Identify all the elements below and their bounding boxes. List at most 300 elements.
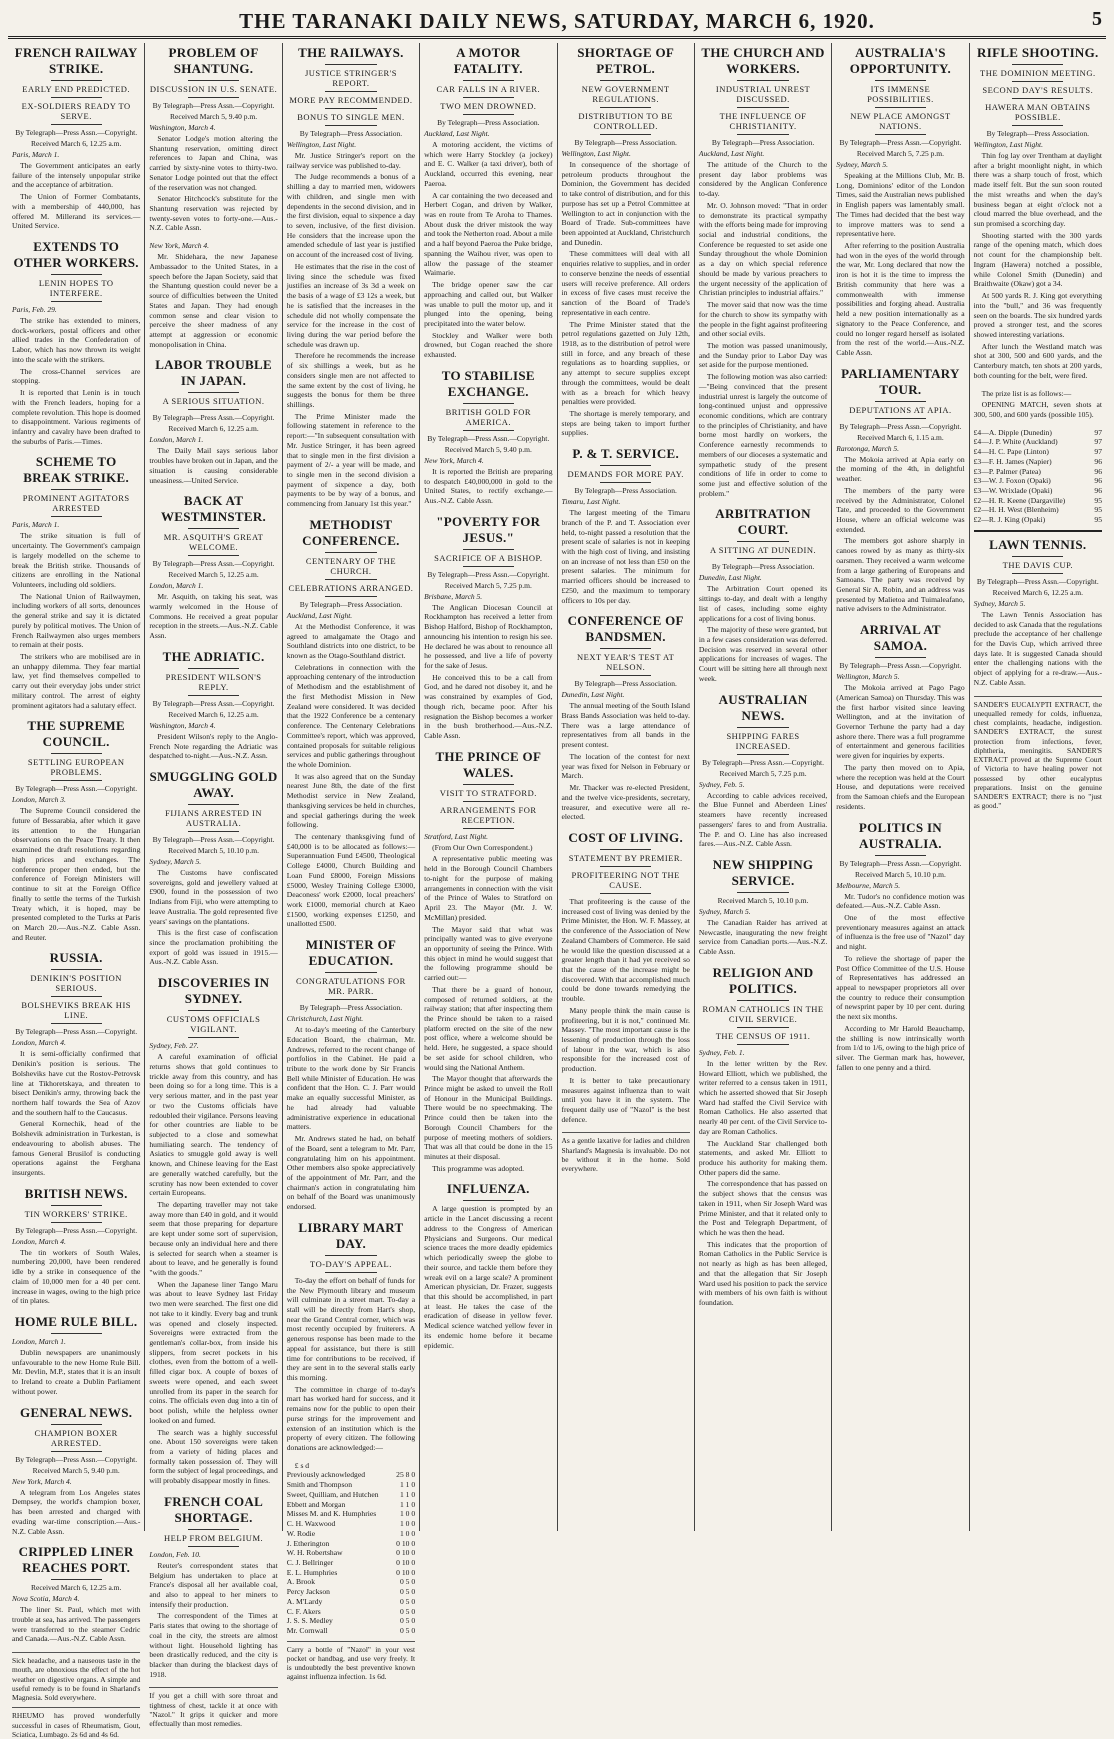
subheading: THE DOMINION MEETING. xyxy=(980,68,1096,78)
article-body xyxy=(699,584,827,683)
subheading: BOLSHEVIKS BREAK HIS LINE. xyxy=(21,1000,132,1021)
paragraph: The annual meeting of the South Island Brass Bands Association was held to-day. There was a large attendance of representatives from all bands in the present contest. xyxy=(561,701,690,750)
donation-amount: 1 0 0 xyxy=(399,1528,416,1538)
donation-header: £ s d xyxy=(294,1460,310,1470)
donation-amount: 0 5 0 xyxy=(399,1596,416,1606)
competitor: £4—A. Dipple (Dunedin) xyxy=(973,427,1052,437)
column xyxy=(8,43,145,1739)
article-body xyxy=(287,1276,415,1453)
donor-name: Mr. Cornwall xyxy=(286,1625,328,1635)
credit-line: By Telegraph—Press Association. xyxy=(574,486,677,496)
credit-line: By Telegraph—Press Assn.—Copyright. xyxy=(839,138,962,147)
subheading: PROMINENT AGITATORS ARRESTED xyxy=(22,493,130,514)
subheading: DISCUSSION IN U.S. SENATE. xyxy=(149,84,278,94)
article-body xyxy=(836,683,964,811)
received-line: Received March 5, 10.10 p.m. xyxy=(717,895,809,905)
credit-line: By Telegraph—Press Assn.—Copyright. xyxy=(427,569,550,579)
article-body xyxy=(12,1348,140,1397)
article xyxy=(12,239,140,446)
rule xyxy=(325,972,376,973)
article-body xyxy=(562,897,690,1125)
article-body xyxy=(12,806,140,942)
article-body xyxy=(287,1025,415,1212)
subheading: BRITISH GOLD FOR AMERICA. xyxy=(445,406,532,427)
paragraph: The mover said that now was the time for the church to show its sympathy with the people in the fight against profiteering and other social evils. xyxy=(698,300,828,339)
paragraph: The Customs have confiscated sovereigns, gold and jewellery valued at £900, found in the possession of two Indians from Fiji, who were attempting to leave Australia. The gold represented five years' savings on the plantations. xyxy=(149,868,278,926)
rule xyxy=(463,801,514,802)
advertisement: Sick headache, and a nauseous taste in the mouth, are obnoxious the effect of the hot weather on digestive organs. A simple and useful remedy is to be found in Sharland's Magnesia. Sold everywhere. xyxy=(12,1652,140,1702)
rule xyxy=(325,552,376,553)
article xyxy=(562,446,690,605)
headline: ARRIVAL AT SAMOA. xyxy=(859,622,941,654)
rule xyxy=(51,753,102,754)
subheading: THE DAVIS CUP. xyxy=(1002,559,1073,570)
donor-name: Misses M. and K. Humphries xyxy=(286,1509,377,1519)
competitor: £2—H. R. Keene (Dargaville) xyxy=(973,495,1066,505)
subheading: DENIKIN'S POSITION SERIOUS. xyxy=(30,973,122,994)
paragraph: It was also agreed that on the Sunday nearest June 8th, the date of the first Methodist service in New Zealand, thanksgiving services be held in churches, and special gatherings during the week following. xyxy=(286,771,416,830)
score: 95 xyxy=(1094,515,1102,525)
subheading: TWO MEN DROWNED. xyxy=(440,101,537,111)
rule xyxy=(875,107,926,108)
donation-list xyxy=(287,1461,415,1636)
paragraph: The Union of Former Combatants, with a membership of 440,000, has offered M. Millerand its services.—United Service. xyxy=(12,192,141,231)
paragraph: A careful examination of official returns shows that gold continues to trickle away from this country, and has been doing so for a long time. This is a very serious matter, and in the past year or two the Customs officials have redoubled their vigilance. Persons leaving for other countries are liable to be subjected to a close and somewhat humiliating search. The tendency of Asiatics to smuggle gold away is well known, and Chinese leaving for the East are generally watched carefully, but the scrutiny has now been extended to cover certain Europeans. xyxy=(149,1052,278,1198)
credit-line: By Telegraph—Press Assn.—Copyright. xyxy=(15,1454,138,1464)
subheading: SACRIFICE OF A BISHOP. xyxy=(434,552,543,563)
article xyxy=(12,718,140,942)
credit-line: By Telegraph—Press Assn.—Copyright. xyxy=(702,757,824,767)
article-body xyxy=(424,843,552,1174)
donation-amount: 0 10 0 xyxy=(396,1548,416,1558)
subheading: CUSTOMS OFFICIALS VIGILANT. xyxy=(166,1014,261,1035)
paragraph: These committees will deal with all enquiries relative to supplies, and in order to conserve benzine the needs of essential users will receive preference. All orders in excess of five cases must receive the sanction of the Board of Trade's representative in each centre. xyxy=(561,249,690,317)
paragraph: General Kornechik, head of the Bolshevik administration in Turkestan, is endeavouring to abolish abuses. The famous General Brusilof is conducting operations against the Ferghana insurgents. xyxy=(12,1119,141,1177)
rule xyxy=(875,401,926,402)
received-line: Received March 6, 12.25 a.m. xyxy=(992,587,1083,597)
donation-row xyxy=(287,1539,415,1549)
dateline: New York, March 4. xyxy=(12,1476,72,1486)
headline: METHODIST CONFERENCE. xyxy=(302,516,400,548)
subheading: MR. ASQUITH'S GREAT WELCOME. xyxy=(163,532,264,553)
score: 96 xyxy=(1094,476,1102,486)
rule xyxy=(600,866,651,867)
donor-name: Sweet, Quilliam, and Hutchen xyxy=(286,1489,379,1499)
score-row xyxy=(974,437,1102,447)
rule xyxy=(51,1333,102,1334)
paragraph: The members of the party were received by the Administrator, Colonel Tate, and proceeded to the Government House, where an official welcome was extended. xyxy=(836,485,965,534)
credit-line: By Telegraph—Press Assn.—Copyright. xyxy=(839,661,962,671)
rule xyxy=(51,969,102,970)
paragraph: Mr. Andrews stated he had, on behalf of the Board, sent a telegram to Mr. Parr, congratulating him on his appointment. Other members also spoke appreciatively of the appointment of Mr. Parr, and the chairman's action in congratulating him on behalf of the Board was unanimously endorsed. xyxy=(286,1134,416,1212)
rule xyxy=(737,558,788,559)
received-line: Received March 5, 10.10 p.m. xyxy=(855,869,946,879)
article xyxy=(836,820,964,1073)
subheading: HELP FROM BELGIUM. xyxy=(164,1532,264,1543)
paragraph: Dublin newspapers are unanimously unfavourable to the new Home Rule Bill. Mr. Devlin, M.P., states that it is an insult to Ireland to create a Dublin Parliament without power. xyxy=(12,1348,141,1396)
rule xyxy=(188,80,239,81)
paragraph: The committee in charge of to-day's mart has worked hard for success, and it remains now for the public to open their purse strings for the improvement and extension of an institution which is the property of every citizen. The following donations are acknowledged:— xyxy=(286,1384,416,1453)
article-body xyxy=(974,151,1102,381)
rule xyxy=(51,80,102,81)
advertisement: Carry a bottle of "Nazol" in your vest pocket or handbag, and use very freely. It is undoubtedly the best preventive known against influenza infection. 1s 6d. xyxy=(287,1641,415,1682)
article-body xyxy=(699,791,827,849)
paragraph: The Daily Mail says serious labor troubles have broken out in Japan, and the situation is causing considerable uneasiness.—United Service. xyxy=(149,446,278,485)
paragraph: This indicates that the proportion of Roman Catholics in the Public Service is not nearly as high as has been alleged, and that the allegation that Sir Joseph Ward used his position to pack the service with members of his own faith is without foundation. xyxy=(698,1239,828,1308)
article xyxy=(287,517,415,929)
subheading: JUSTICE STRINGER'S REPORT. xyxy=(304,68,397,88)
paragraph: A car containing the two deceased and Herbert Cogan, and driven by Walker, was en route from Te Aroha to Thames. About dusk the driver mistook the way and took the Netherton road. About a mile and a half beyond Paeroa the Puke bridge, spanning the Waihou river, was open to allow the passage of the steamer Waimarie. xyxy=(424,190,553,278)
article xyxy=(424,45,552,360)
subheading: CHAMPION BOXER ARRESTED. xyxy=(34,1427,118,1448)
rule xyxy=(51,1424,102,1425)
subheading: DEMANDS FOR MORE PAY. xyxy=(567,469,684,480)
paragraph: The shortage is merely temporary, and steps are being taken to import further supplies. xyxy=(561,408,690,438)
donation-amount: 0 5 0 xyxy=(399,1606,416,1616)
dateline: Paris, March 1. xyxy=(12,520,60,530)
headline: EXTENDS TO OTHER WORKERS. xyxy=(13,239,139,271)
dateline: London, March 1. xyxy=(149,581,204,591)
article-body xyxy=(12,1049,140,1177)
paragraph: A telegram from Los Angeles states Dempsey, the world's champion boxer, has been arrested and charged with evading war-time conscription.—Aus.-N.Z. Cable Assn. xyxy=(12,1487,141,1536)
advertisement: RHEUMO has proved wonderfully successful in cases of Rheumatism, Gout, Sciatica, Lumbago. 2s 6d and 4s 6d. xyxy=(12,1707,140,1739)
received-line: Received March 6, 12.25 a.m. xyxy=(30,1583,122,1593)
subheading: LENIN HOPES TO INTERFERE. xyxy=(38,278,114,299)
article xyxy=(287,45,415,509)
rule xyxy=(875,80,926,81)
dateline: London, March 1. xyxy=(12,1337,66,1347)
rule xyxy=(188,409,239,410)
donor-name: Previously acknowledged xyxy=(286,1470,365,1480)
score-row xyxy=(974,447,1102,457)
paragraph: This programme was adopted. xyxy=(432,1163,525,1173)
paragraph: The Prime Minister made the following statement in reference to the report:—"In subsequent consultation with Mr. Justice Stringer, it has been agreed that to single men in the first division a payment of 2/- a year will be made, and to single men in the second division a payment of sixpence a day, both payments to be by way of a bonus, and commencing from January 1st this year." xyxy=(286,411,416,509)
subheading: SHIPPING FARES INCREASED. xyxy=(726,730,800,751)
rule xyxy=(51,97,102,98)
paragraph: The Arbitration Court opened its sittings to-day, and dealt with a lengthy list of cases, including some eighty applications for a cost of living bonus. xyxy=(698,584,828,623)
rule xyxy=(737,541,788,542)
paragraph: Mr. Shidehara, the new Japanese Ambassador to the United States, in a speech before the Japan Society, said that the Shantung question could never be a source of difficulties between the United States and Japan. They had enough common sense and clear vision to perceive the sheer madness of any attempt at aggression or economic monopolisation in China. xyxy=(149,252,278,349)
headline: CRIPPLED LINER REACHES PORT. xyxy=(18,1544,134,1576)
donor-name: A. M'Lardy xyxy=(286,1596,323,1606)
paragraph: The liner St. Paul, which met with trouble at sea, has arrived. The passengers were transferred to the steamer Cedric and Canada.—Aus.-N.Z. Cable Assn. xyxy=(12,1605,141,1644)
dateline: Sydney, March 5. xyxy=(149,857,202,866)
rule xyxy=(600,648,651,649)
donation-amount: 1 0 0 xyxy=(399,1519,416,1529)
paragraph: The Supreme Council considered the future of Bessarabia, after which it gave its attention to the Hungarian observations on the Peace Treaty. It then examined the draft resolutions regarding high prices and exchanges. The conference proper then ended, but the conference of Foreign Ministers will continue to sit at the Foreign Office finally to settle the terms of the Turkish Treaty which, it is hoped, may be presented completed to the Turks at Paris on March 20.—Aus.-N.Z. Cable Assn. and Reuter. xyxy=(12,806,141,942)
headline: SCHEME TO BREAK STRIKE. xyxy=(23,454,130,486)
rule xyxy=(188,97,239,98)
donation-amount: 1 0 0 xyxy=(399,1509,416,1519)
dateline: Stratford, Last Night. xyxy=(424,831,489,841)
credit-line: By Telegraph—Press Assn.—Copyright. xyxy=(839,421,962,431)
dateline: Sydney, March 5. xyxy=(973,598,1026,608)
dateline: Sydney, Feb. 27. xyxy=(149,1041,199,1051)
rule xyxy=(737,1027,788,1028)
rule xyxy=(600,80,651,81)
rule xyxy=(463,566,514,567)
donation-row xyxy=(287,1480,415,1490)
credit-line: By Telegraph—Press Assn.—Copyright. xyxy=(15,128,138,137)
column xyxy=(283,43,420,1682)
headline: MINISTER OF EDUCATION. xyxy=(305,937,397,969)
rule xyxy=(325,596,376,597)
competitor: £3—F. H. James (Napier) xyxy=(973,456,1052,466)
article-body xyxy=(699,918,827,957)
rule xyxy=(737,892,788,893)
paragraph: The Judge recommends a bonus of a shilling a day to married men, widowers with children, and single men with dependents in the second division, and in the first division, equal to sixpence a day to seven, inclusive, of the first division. He considers that the increase upon the amended schedule of last year is justified on account of the increased cost of living. xyxy=(286,172,416,260)
paragraph: The departing traveller may not take away more than £40 in gold, and it would seem that those preparing for departure are kept under some sort of supervision, because only an individual here and there is selected for search when a steamer is about to leave, and he generally is found "with the goods." xyxy=(149,1199,278,1277)
received-line: Received March 5, 9.40 p.m. xyxy=(170,112,258,121)
donor-name: J. Etherington xyxy=(286,1538,330,1548)
headline: A MOTOR FATALITY. xyxy=(453,45,523,76)
paragraph: The largest meeting of the Timaru branch of the P. and T. Association ever held, to-night passed a resolution that the present scale of salaries is not in keeping with the high cost of living, and insisting on an increase of not less than £50 on the present salaries. The minimum for married officers should be increased to £250, and the maximum to temporary officers to 10s per day. xyxy=(561,508,690,605)
column xyxy=(970,43,1106,1531)
rule xyxy=(51,301,102,302)
headline: THE RAILWAYS. xyxy=(298,45,404,60)
article-body xyxy=(562,701,690,822)
masthead-title: THE TARANAKI DAILY NEWS, SATURDAY, MARCH 6, 1920. xyxy=(239,8,875,33)
dateline: Dunedin, Last Night. xyxy=(561,690,625,700)
score-row xyxy=(974,476,1102,486)
article xyxy=(699,506,827,683)
donor-name: W. H. Robertshaw xyxy=(286,1548,343,1558)
dateline: Sydney, Feb. 5. xyxy=(698,779,745,789)
rule xyxy=(51,489,102,490)
subheading: THE CENSUS OF 1911. xyxy=(715,1030,811,1041)
rule xyxy=(1012,556,1063,557)
score-list xyxy=(974,428,1102,525)
article-body xyxy=(287,151,415,509)
rule xyxy=(188,1037,239,1038)
rule xyxy=(325,1272,376,1273)
donation-row xyxy=(287,1490,415,1500)
article-body xyxy=(149,868,277,967)
headline: ARBITRATION COURT. xyxy=(715,506,811,538)
rule xyxy=(51,1451,102,1452)
subheading: ROMAN CATHOLICS IN THE CIVIL SERVICE. xyxy=(702,1003,824,1024)
rule xyxy=(600,482,651,483)
paragraph: To-day the effort on behalf of funds for the New Plymouth library and museum will culminate in a street mart. To-day a stall will be directly from Hart's shop, near the Grand Central corner, which was most recently occupied by fruiterers. A generous response has been made to the appeal for assistance, but there is still time for contributions to be received, if they are sent in to the several stalls early this morning. xyxy=(286,1275,416,1382)
donation-amount: 1 1 0 xyxy=(399,1480,416,1490)
subheading: ITS IMMENSE POSSIBILITIES. xyxy=(867,84,934,104)
paragraph: The members got ashore sharply in canoes rowed by as many as thirty-six oarsmen. They received a warm welcome from a large gathering of Europeans and Samoans. The party was received by General Sir A. Robin, and an address was presented by Malietoa and Tuimaleafano, native advisers to the Administrator. xyxy=(836,536,965,614)
article xyxy=(149,769,277,967)
score: 96 xyxy=(1094,486,1102,495)
dateline: Sydney, March 5. xyxy=(698,906,751,916)
paragraph: Mr. Thacker was re-elected President, and the twelve vice-presidents, secretary, treasurer, and executive were all re-elected. xyxy=(561,783,690,822)
donation-amount: 1 1 0 xyxy=(399,1499,416,1509)
competitor: £3—W. Wrixlade (Opaki) xyxy=(973,486,1053,495)
credit-line: By Telegraph—Press Association. xyxy=(574,138,677,147)
rule xyxy=(1012,125,1063,126)
headline: SHORTAGE OF PETROL. xyxy=(577,45,675,76)
rule xyxy=(463,828,514,829)
article-body xyxy=(149,252,277,349)
article xyxy=(424,514,552,741)
competitor: £3—P. Palmer (Patea) xyxy=(973,466,1041,476)
donation-row xyxy=(287,1500,415,1510)
masthead xyxy=(8,6,1106,39)
dateline: Rarotonga, March 5. xyxy=(836,443,900,453)
paragraph: The Auckland Star challenged both statements, and asked Mr. Elliott to produce his authority for making them. Other papers did the same. xyxy=(698,1138,828,1177)
rule xyxy=(51,996,102,997)
paragraph: One of the most effective preventionary measures against an attack of influenza is the free use of "Nazol" day and night. xyxy=(836,912,965,952)
score-row xyxy=(974,515,1102,525)
paragraph: In consequence of the shortage of petroleum products throughout the Dominion, the Government has decided to take control of distribution, and for this purpose has set up a Petrol Committee at Wellington to act in conjunction with the Board of Trade. Sub-committees have been appointed at Auckland, Christchurch and Dunedin. xyxy=(561,160,690,247)
subheading: EX-SOLDIERS READY TO SERVE. xyxy=(21,101,131,121)
donor-name: Percy Jackson xyxy=(286,1587,330,1597)
headline: AUSTRALIA'S OPPORTUNITY. xyxy=(849,45,952,76)
headline: LIBRARY MART DAY. xyxy=(298,1219,404,1251)
subheading: SETTLING EUROPEAN PROBLEMS. xyxy=(27,757,125,778)
paragraph: The motion was passed unanimously, and the Sunday prior to Labor Day was set aside for the purpose mentioned. xyxy=(698,340,828,370)
article xyxy=(12,1544,140,1644)
paragraph: The search was a highly successful one. About 150 sovereigns were taken from a variety of hiding places and formally taken possession of. They will form the subject of legal proceedings, and will probably disappear mostly in fines. xyxy=(149,1427,278,1486)
score: 97 xyxy=(1094,447,1102,457)
score-row xyxy=(974,486,1102,496)
article xyxy=(12,454,140,710)
dateline: London, Feb. 10. xyxy=(149,1549,201,1559)
received-line: Received March 5, 12.25 a.m. xyxy=(168,570,259,580)
subheading: SECOND DAY'S RESULTS. xyxy=(982,85,1094,95)
paragraph: The Mokoia arrived at Pago Pago (American Samoa) on Thursday. This was the first harbor visited since leaving Wellington, and at the invitation of Governor Terhune the party had a day ashore there. There was a full programme of entertainment and generous facilities were given for inquiries by experts. xyxy=(836,683,965,761)
credit-line: By Telegraph—Press Assn.—Copyright. xyxy=(152,698,275,708)
dateline: London, March 4. xyxy=(12,1038,66,1048)
score: 95 xyxy=(1094,505,1102,515)
article xyxy=(836,45,964,358)
column xyxy=(558,43,695,1531)
article xyxy=(12,45,140,231)
rule xyxy=(737,107,788,108)
article xyxy=(974,537,1102,688)
credit-line: By Telegraph—Press Association. xyxy=(986,129,1090,138)
columns xyxy=(8,43,1106,1739)
donation-amount: 0 10 0 xyxy=(396,1567,416,1577)
paragraph: Mr. Justice Stringer's report on the railway service was published to-day. xyxy=(286,151,416,170)
rule xyxy=(188,668,239,669)
headline: BACK AT WESTMINSTER. xyxy=(161,493,267,525)
donation-row xyxy=(287,1568,415,1578)
paragraph: It is reported that Lenin is in touch with the French leaders, hoping for a complete revolution. This hope is doomed to disappointment. Various regiments of infantry and cavalry have been drafted to the suburbs of Paris.—Times. xyxy=(12,388,141,446)
credit-line: By Telegraph—Press Assn.—Copyright. xyxy=(15,1027,138,1037)
article xyxy=(149,241,277,349)
score: 97 xyxy=(1094,437,1102,447)
received-line: Received March 5, 9.40 p.m. xyxy=(32,1465,120,1475)
headline: TO STABILISE EXCHANGE. xyxy=(441,367,535,399)
donation-row xyxy=(287,1616,415,1626)
subheading: TIN WORKERS' STRIKE. xyxy=(24,1208,128,1219)
article xyxy=(836,622,964,811)
column xyxy=(420,43,557,1531)
article xyxy=(149,649,277,761)
paragraph: The bridge opener saw the car approaching and called out, but Walker was unable to pull the motor up, and it plunged into the opening, being precipitated into the water below. xyxy=(424,280,553,328)
advertisement: SANDER'S EUCALYPTI EXTRACT, the unequalled remedy for colds, influenza, chest complaints, headache, indigestion. SANDER'S EXTRACT, the surest protection from infections, fever, diphtheria, meningitis. SANDER'S EXTRACT proved at the Supreme Court of Victoria to have healing power not possessed by other eucalyptus preparations. Insist on the genuine SANDER'S EXTRACT; there is no "just as good." xyxy=(974,696,1102,811)
subheading: STATEMENT BY PREMIER. xyxy=(568,852,683,863)
rule xyxy=(875,134,926,135)
headline: RUSSIA. xyxy=(49,950,103,966)
rule xyxy=(325,91,376,92)
rule xyxy=(188,1010,239,1011)
subheading: CAR FALLS IN A RIVER. xyxy=(436,84,541,94)
credit-line: By Telegraph—Press Assn.—Copyright. xyxy=(152,101,275,110)
score-row xyxy=(974,457,1102,467)
donation-row xyxy=(287,1577,415,1587)
article-body xyxy=(424,140,552,360)
article-body xyxy=(149,592,277,641)
paragraph: Many people think the main cause is profiteering, but it is not," continued Mr. Massey. "The most important cause is the lessening of production through the loss of labour in the war, which is also responsible for the increased cost of production. xyxy=(561,1005,690,1074)
article xyxy=(149,975,277,1486)
article xyxy=(287,937,415,1212)
dateline: Melbourne, March 5. xyxy=(836,880,901,890)
headline: COST OF LIVING. xyxy=(568,829,684,845)
column xyxy=(832,43,969,1531)
article xyxy=(424,368,552,506)
paragraph: A motoring accident, the victims of which were Harry Stockley (a jockey) and E. C. Walker (a taxi driver), both of Auckland, occurred this evening, near Paeroa. xyxy=(424,140,553,188)
article xyxy=(287,1220,415,1453)
rule xyxy=(463,403,514,404)
subheading: ARRANGEMENTS FOR RECEPTION. xyxy=(440,804,537,825)
rule xyxy=(188,804,239,805)
donation-amount: 25 8 0 xyxy=(396,1470,416,1480)
paragraph: President Wilson's reply to the Anglo-French Note regarding the Adriatic was despatched to-night.—Aus.-N.Z. Assn. xyxy=(149,731,278,761)
article-body xyxy=(424,1204,552,1350)
rule xyxy=(463,80,514,81)
paragraph: The centenary thanksgiving fund of £40,000 is to be allocated as follows:—Superannuation Fund £4500, Theological College £4000, Church Building and Loan Fund £8000, Foreign Missions £5000, Wesley Training College £3000, Deaconess' work £2000, local preachers' work £1000, memorial church at Kaeo £1500, working expenses £1250, and unallotted £500. xyxy=(286,831,416,929)
credit-line: By Telegraph—Press Assn.—Copyright. xyxy=(976,576,1099,586)
subheading: BONUS TO SINGLE MEN. xyxy=(297,112,405,122)
donor-name: A. Brook xyxy=(286,1577,316,1587)
article xyxy=(562,613,690,822)
advertisement: As a gentle laxative for ladies and children Sharland's Magnesia is invaluable. Do not be without it in the home. Sold everywhere. xyxy=(562,1132,690,1173)
article-body xyxy=(149,732,277,761)
paragraph: A representative public meeting was held in the Borough Council Chambers to-night for the purpose of making arrangements in connection with the visit of the Prince of Wales to Stratford on April 23. The Mayor (Mr. J. W. McMillan) presided. xyxy=(424,854,553,922)
paragraph: According to Mr Harold Beauchamp, the shilling is now intrinsically worth from 1/d to 1/6, owing to the high price of silver. The German mark has, however, fallen to one penny and a third. xyxy=(836,1023,965,1072)
rule xyxy=(600,465,651,466)
donation-row xyxy=(287,1470,415,1480)
score-row xyxy=(974,467,1102,477)
article-body xyxy=(12,1605,140,1644)
dateline: Sydney, March 5. xyxy=(836,160,889,169)
article xyxy=(12,1405,140,1537)
paragraph: The National Union of Railwaymen, including workers of all sorts, denounces the general strike and say it is dictated purely by political motives. The Union of French Railwaymen also urges members to remain at their posts. xyxy=(12,591,141,650)
paragraph: The Mayor said that what was principally wanted was to give everyone an opportunity of seeing the Prince. With this object in mind he would suggest that the following programme should be carried out:— xyxy=(424,924,553,983)
article-body xyxy=(12,316,140,446)
headline: HOME RULE BILL. xyxy=(14,1314,138,1330)
article-body xyxy=(12,531,140,710)
rule xyxy=(737,80,788,81)
credit-line: By Telegraph—Press Association. xyxy=(711,562,815,572)
rule xyxy=(51,516,102,517)
credit-line: By Telegraph—Press Assn.—Copyright. xyxy=(15,784,138,794)
rule xyxy=(188,555,239,556)
paragraph: The Mokoia arrived at Apia early on the morning of the 4th, in delightful weather. xyxy=(836,454,965,484)
donation-row xyxy=(287,1519,415,1529)
rule xyxy=(51,124,102,125)
score-row xyxy=(974,496,1102,506)
credit-line: By Telegraph—Press Association. xyxy=(299,599,403,609)
article xyxy=(149,45,277,233)
subheading: NEW GOVERNMENT REGULATIONS. xyxy=(581,84,670,104)
credit-line: By Telegraph—Press Assn.—Copyright. xyxy=(152,835,275,844)
article xyxy=(836,366,964,615)
rule xyxy=(325,999,376,1000)
donor-name: C. F. Akers xyxy=(286,1606,321,1616)
article-body xyxy=(149,446,277,485)
article-body xyxy=(562,160,690,438)
donation-row xyxy=(287,1587,415,1597)
credit-line: By Telegraph—Press Assn.—Copyright. xyxy=(152,413,275,423)
